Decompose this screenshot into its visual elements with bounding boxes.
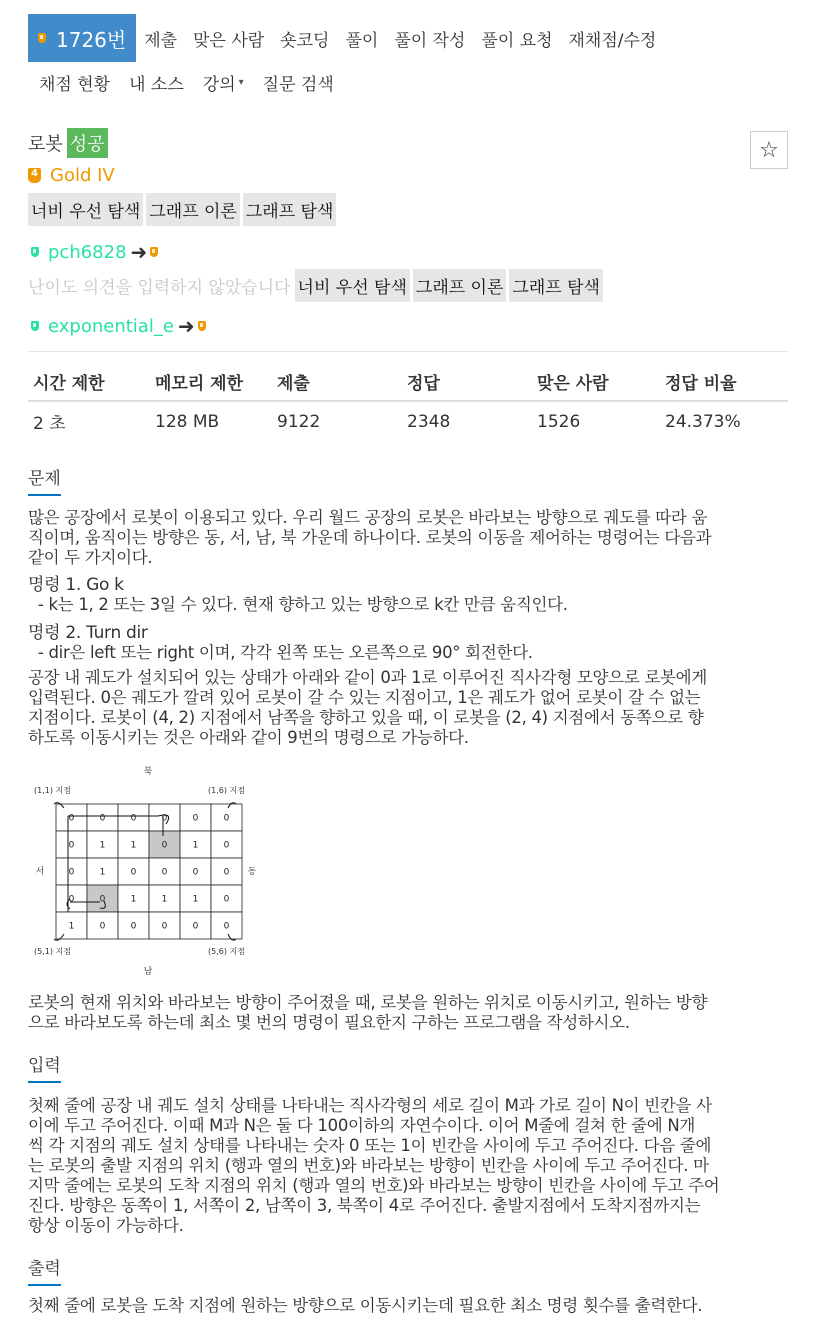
header-submissions: 제출 xyxy=(272,362,402,401)
input-description: 첫째 줄에 공장 내 궤도 설치 상태를 나타내는 직사각형의 세로 길이 M과 가로 길이 N이 빈칸을 사 이에 두고 주어진다. 이때 M과 N은 둘 다 100이하의 자연수이다. 이어 M줄에 걸쳐 한 줄에 N개 씩 각 지점의 궤도 설치 상태를 나타내는 숫자 0 또는 1이 빈칸을 사이에 두고 주어진다. 다음 줄에 는 로봇의 출발 지점의 위치 (행과 열의 번호)와 바라보는 방향이 빈칸을 사이에 두고 주어진다. 마 지막 줄에는 로봇의 도착 지점의 위치 (행과 열의 번호)와 바라보는 방향이 빈칸을 사이에 두고 주어 진다. 방향은 동쪽이 1, 서쪽이 2, 남쪽이 3, 북쪽이 4로 주어진다. 출발지점에서 도착지점까지는 항상 이동이 가능하다. xyxy=(28,1096,720,1235)
table-header-row xyxy=(28,362,788,401)
problem-tags xyxy=(28,193,339,226)
tab-submit[interactable]: 제출 xyxy=(144,30,178,51)
difficulty-placeholder: 난이도 의견을 입력하지 않았습니다 xyxy=(28,278,291,298)
grid-cells xyxy=(56,804,242,939)
figure-south-label: 남 xyxy=(143,967,153,977)
factory-grid-figure xyxy=(28,762,260,980)
grid-cell-value: 0 xyxy=(223,894,230,905)
figure-corner-tr: (1,6) 지점 xyxy=(208,786,245,795)
header-accepted-users: 맞은 사람 xyxy=(532,362,660,401)
tab-short-coding[interactable]: 숏코딩 xyxy=(280,30,330,51)
grid-cell-value: 1 xyxy=(130,894,137,905)
grid-cell-value: 0 xyxy=(68,867,75,878)
contributor-username[interactable]: pch6828 xyxy=(48,241,127,263)
contributor-row xyxy=(28,240,158,264)
arrow-right-icon: ➜ xyxy=(130,240,148,264)
grid-cell-value: 0 xyxy=(68,840,75,851)
command-2-desc: - dir은 left 또는 right 이며, 각각 왼쪽 또는 오른쪽으로 90° 회전한다. xyxy=(28,643,533,662)
submissions-value: 9122 xyxy=(277,411,321,432)
grid-cell-value: 0 xyxy=(68,813,75,824)
problem-nav xyxy=(28,14,664,62)
grid-cell-value: 1 xyxy=(192,894,199,905)
tag-bfs[interactable]: 너비 우선 탐색 xyxy=(28,193,143,226)
tier-emerald-icon xyxy=(31,247,39,257)
grid-cell-value: 0 xyxy=(223,840,230,851)
chevron-down-icon: ▾ xyxy=(238,76,244,88)
header-memory-limit: 메모리 제한 xyxy=(150,362,272,401)
accepted-users-value: 1526 xyxy=(537,411,581,432)
section-heading-problem: 문제 xyxy=(28,464,61,496)
problem-title: 로봇 xyxy=(28,134,63,155)
grid-cell-value: 1 xyxy=(68,921,75,932)
divider xyxy=(28,351,788,352)
tab-my-source[interactable]: 내 소스 xyxy=(129,74,184,95)
tier-gold-icon xyxy=(150,247,158,257)
header-time-limit: 시간 제한 xyxy=(28,362,150,401)
contributor-row xyxy=(28,314,206,338)
grid-cell-value: 0 xyxy=(161,840,168,851)
grid-cell-value: 0 xyxy=(192,867,199,878)
grid-cell-value: 0 xyxy=(223,921,230,932)
track-description: 공장 내 궤도가 설치되어 있는 상태가 아래와 같이 0과 1로 이루어진 직사각형 모양으로 로봇에게 입력된다. 0은 궤도가 깔려 있어 로봇이 갈 수 있는 지점이고, 1은 궤도가 없어 로봇이 갈 수 없는 지점이다. 로봇이 (4, 2) 지점에서 남쪽을 향하고 있을 때, 이 로봇을 (2, 4) 지점에서 동쪽으로 향 하도록 이동시키는 것은 아래와 같이 9번의 명령으로 가능하다. xyxy=(28,668,707,747)
grid-cell-value: 1 xyxy=(99,867,106,878)
status-badge: 성공 xyxy=(67,128,108,158)
favorite-button[interactable] xyxy=(750,131,788,169)
tab-rejudge[interactable]: 재채점/수정 xyxy=(568,30,657,51)
output-description: 첫째 줄에 로봇을 도착 지점에 원하는 방향으로 이동시키는데 필요한 최소 명령 횟수를 출력한다. xyxy=(28,1296,703,1315)
grid-cell-value: 0 xyxy=(130,867,137,878)
figure-north-label: 북 xyxy=(143,767,153,777)
arrow-right-icon: ➜ xyxy=(177,314,195,338)
grid-cell-value: 0 xyxy=(99,894,106,905)
tag-graph-theory[interactable]: 그래프 이론 xyxy=(413,269,507,302)
star-icon: ☆ xyxy=(759,137,779,163)
accepted-value: 2348 xyxy=(407,411,451,432)
section-heading-output: 출력 xyxy=(28,1254,61,1286)
command-1: 명령 1. Go k xyxy=(28,575,124,595)
difficulty-opinion-row xyxy=(28,269,606,302)
grid-cell-value: 0 xyxy=(99,921,106,932)
grid-cell-value: 1 xyxy=(130,840,137,851)
problem-title-row xyxy=(28,128,108,158)
table-row xyxy=(28,401,788,441)
tab-lecture[interactable]: 강의 ▾ xyxy=(202,74,244,95)
tab-request-solution[interactable]: 풀이 요청 xyxy=(481,30,553,51)
grid-cell-value: 0 xyxy=(161,921,168,932)
tab-problem-number[interactable]: 1726번 xyxy=(28,14,136,62)
time-limit-value: 2 초 xyxy=(33,414,66,434)
grid-cell-value: 0 xyxy=(99,813,106,824)
grid-cell-value: 0 xyxy=(130,921,137,932)
figure-corner-bl: (5,1) 지점 xyxy=(34,947,71,956)
command-2: 명령 2. Turn dir xyxy=(28,623,148,643)
tag-graph-traversal[interactable]: 그래프 탐색 xyxy=(509,269,603,302)
problem-description: 많은 공장에서 로봇이 이용되고 있다. 우리 월드 공장의 로봇은 바라보는 방향으로 궤도를 따라 움 직이며, 움직이는 방향은 동, 서, 남, 북 가운데 하나이다. 로봇의 이동을 제어하는 명령어는 다음과 같이 두 가지이다. xyxy=(28,508,712,567)
contributor-tags xyxy=(295,269,606,302)
tier-emerald-icon xyxy=(31,321,39,331)
ratio-value: 24.373% xyxy=(665,411,741,432)
grid-cell-value: 0 xyxy=(192,921,199,932)
grid-cell-value: 0 xyxy=(68,894,75,905)
figure-corner-tl: (1,1) 지점 xyxy=(34,786,71,795)
section-heading-input: 입력 xyxy=(28,1051,61,1083)
tab-write-solution[interactable]: 풀이 작성 xyxy=(394,30,466,51)
header-ratio: 정답 비율 xyxy=(660,362,788,401)
grid-cell-value: 0 xyxy=(223,867,230,878)
tab-status[interactable]: 채점 현황 xyxy=(39,74,111,95)
memory-limit-value: 128 MB xyxy=(155,411,220,432)
command-1-desc: - k는 1, 2 또는 3일 수 있다. 현재 향하고 있는 방향으로 k칸 만큼 움직인다. xyxy=(28,595,568,614)
grid-cell-value: 1 xyxy=(192,840,199,851)
task-description: 로봇의 현재 위치와 바라보는 방향이 주어졌을 때, 로봇을 원하는 위치로 이동시키고, 원하는 방향 으로 바라보도록 하는데 최소 몇 번의 명령이 필요한지 구하는 프로그램을 작성하시오. xyxy=(28,993,708,1032)
tier-gold-icon xyxy=(198,321,206,331)
tag-graph-theory[interactable]: 그래프 이론 xyxy=(146,193,240,226)
tab-question-search[interactable]: 질문 검색 xyxy=(262,74,334,95)
tab-accepted-users[interactable]: 맞은 사람 xyxy=(193,30,265,51)
tab-solutions[interactable]: 풀이 xyxy=(345,30,379,51)
header-accepted: 정답 xyxy=(402,362,532,401)
grid-cell-value: 0 xyxy=(161,867,168,878)
grid-cell-value: 0 xyxy=(192,813,199,824)
grid-cell-value: 0 xyxy=(130,813,137,824)
divider xyxy=(28,401,788,402)
grid-cell-value: 0 xyxy=(223,813,230,824)
figure-east-label: 동 xyxy=(247,867,257,877)
tag-bfs[interactable]: 너비 우선 탐색 xyxy=(295,269,410,302)
figure-corner-br: (5,6) 지점 xyxy=(208,947,245,956)
tier-gold-icon xyxy=(38,33,46,43)
grid-cell-value: 1 xyxy=(161,894,168,905)
problem-tier[interactable]: 4 Gold IV xyxy=(28,165,115,186)
tier-gold-icon xyxy=(28,168,41,183)
problem-nav-secondary xyxy=(30,62,344,102)
tag-graph-traversal[interactable]: 그래프 탐색 xyxy=(243,193,337,226)
figure-west-label: 서 xyxy=(35,867,45,877)
grid-cell-value: 1 xyxy=(99,840,106,851)
contributor-username[interactable]: exponential_e xyxy=(48,315,174,337)
grid-cell-value: 0 xyxy=(161,813,168,824)
